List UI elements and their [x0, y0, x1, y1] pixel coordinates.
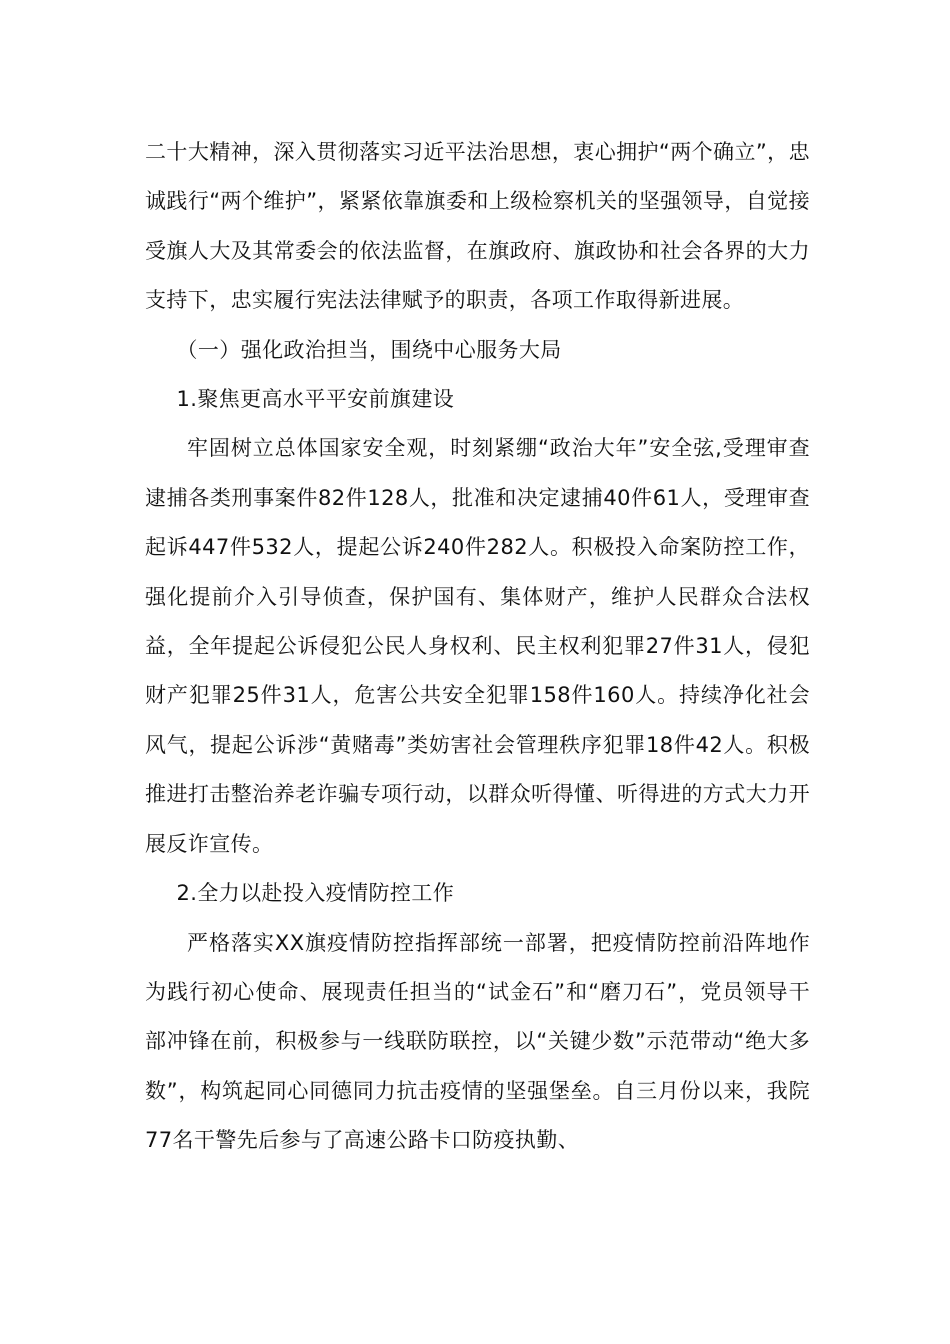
document-body — [145, 128, 810, 1166]
subsection-heading: 2.全力以赴投入疫情防控工作 — [176, 881, 455, 906]
body-paragraph: 牢固树立总体国家安全观，时刻紧绷“政治大年”安全弦,受理审查逮捕各类刑事案件82件128人，批准和决定逮捕40件61人，受理审查起诉447件532人，提起公诉240件282人。积极投入命案防控工作，强化提前介入引导侦查，保护国有、集体财产，维护人民群众合法权益，全年提起公诉侵犯公民人身权利、民主权利犯罪27件31人，侵犯财产犯罪25件31人，危害公共安全犯罪158件160人。持续净化社会风气，提起公诉涉“黄赌毒”类妨害社会管理秩序犯罪18件42人。积极推进打击整治养老诈骗专项行动，以群众听得懂、听得进的方式大力开展反诈宣传。 — [145, 436, 810, 856]
paragraph-continuation: 二十大精神，深入贯彻落实习近平法治思想，衷心拥护“两个确立”，忠诚践行“两个维护”，紧紧依靠旗委和上级检察机关的坚强领导，自觉接受旗人大及其常委会的依法监督，在旗政府、旗政协和社会各界的大力支持下，忠实履行宪法法律赋予的职责，各项工作取得新进展。 — [145, 140, 810, 313]
subsection-heading: 1.聚焦更高水平平安前旗建设 — [176, 387, 455, 412]
section-heading: （一）强化政治担当，围绕中心服务大局 — [176, 337, 562, 362]
body-paragraph: 严格落实XX旗疫情防控指挥部统一部署，把疫情防控前沿阵地作为践行初心使命、展现责任担当的“试金石”和“磨刀石”，党员领导干部冲锋在前，积极参与一线联防联控，以“关键少数”示范带动“绝大多数”，构筑起同心同德同力抗击疫情的坚强堡垒。自三月份以来，我院77名干警先后参与了高速公路卡口防疫执勤、 — [145, 930, 810, 1153]
